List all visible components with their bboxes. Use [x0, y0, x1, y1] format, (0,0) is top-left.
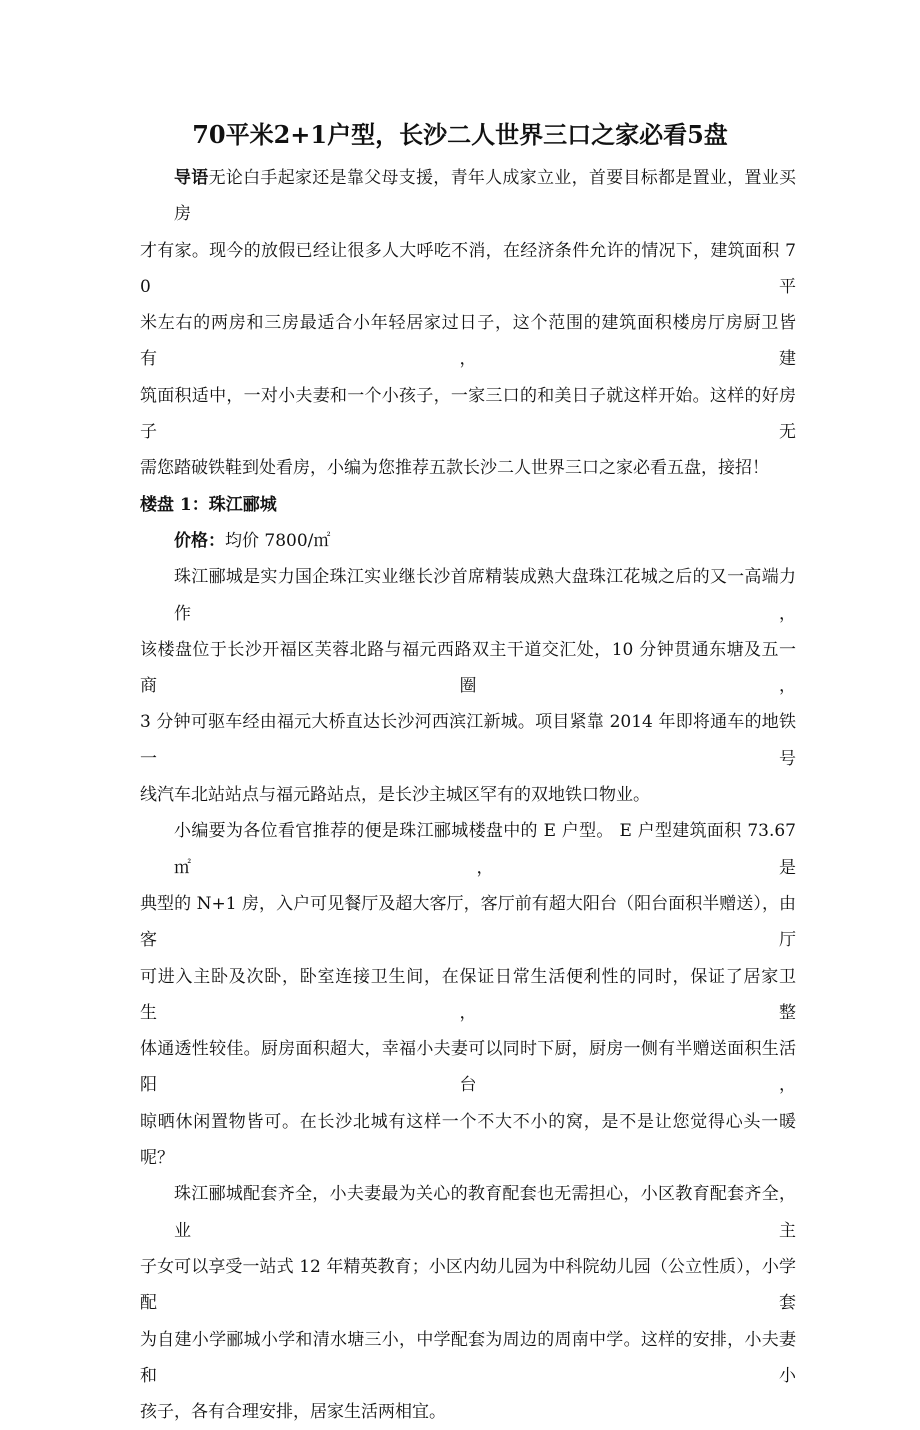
- price-value: 均价 7800/㎡: [225, 530, 331, 551]
- paragraph-line: 子女可以享受一站式 12 年精英教育；小区内幼儿园为中科院幼儿园（公立性质），小学配套: [140, 1256, 796, 1314]
- price-line: [140, 523, 796, 559]
- intro-line: 需您踏破铁鞋到处看房，小编为您推荐五款长沙二人世界三口之家必看五盘，接招！: [140, 458, 769, 479]
- intro-line: 米左右的两房和三房最适合小年轻居家过日子，这个范围的建筑面积楼房厅房厨卫皆有，建: [140, 313, 796, 370]
- paragraph-line: 3 分钟可驱车经由福元大桥直达长沙河西滨江新城。项目紧靠 2014 年即将通车的地铁一号: [140, 712, 796, 769]
- intro-line: 筑面积适中，一对小夫妻和一个小孩子，一家三口的和美日子就这样开始。这样的好房子无: [140, 385, 796, 443]
- paragraph-line: 孩子，各有合理安排，居家生活两相宜。: [140, 1402, 446, 1423]
- paragraph-line: 珠江郦城是实力国企珠江实业继长沙首席精装成熟大盘珠江花城之后的又一高端力作，: [174, 567, 796, 624]
- paragraph-line: 为自建小学郦城小学和清水塘三小，中学配套为周边的周南中学。这样的安排，小夫妻和小: [140, 1329, 796, 1386]
- document-title: 70平米2+1户型，长沙二人世界三口之家必看5盘: [192, 120, 728, 149]
- intro-line: 才有家。现今的放假已经让很多人大呼吃不消，在经济条件允许的情况下，建筑面积 70 平: [140, 240, 796, 297]
- paragraph-line: 典型的 N+1 房，入户可见餐厅及超大客厅，客厅前有超大阳台（阳台面积半赠送），由客厅: [140, 893, 796, 951]
- paragraph-line: 体通透性较佳。厨房面积超大，幸福小夫妻可以同时下厨，厨房一侧有半赠送面积生活阳台，: [140, 1039, 796, 1096]
- section-heading: 楼盘 1：珠江郦城: [140, 494, 277, 515]
- document-body: [140, 160, 796, 1430]
- paragraph-line: 珠江郦城配套齐全，小夫妻最为关心的教育配套也无需担心，小区教育配套齐全，业主: [174, 1184, 796, 1241]
- intro-line: 导语无论白手起家还是靠父母支援，青年人成家立业，首要目标都是置业，置业买房: [174, 168, 797, 225]
- intro-label: 导语: [174, 168, 209, 188]
- paragraph-line: 小编要为各位看官推荐的便是珠江郦城楼盘中的 E 户型。 E 户型建筑面积 73.67㎡，是: [174, 821, 796, 878]
- paragraph-line: 该楼盘位于长沙开福区芙蓉北路与福元西路双主干道交汇处，10 分钟贯通东塘及五一商圈，: [140, 639, 796, 697]
- price-label: 价格：: [174, 530, 225, 551]
- paragraph-line: 晾晒休闲置物皆可。在长沙北城有这样一个不大不小的窝，是不是让您觉得心头一暖呢？: [140, 1111, 796, 1169]
- paragraph-line: 线汽车北站站点与福元路站点，是长沙主城区罕有的双地铁口物业。: [140, 785, 650, 806]
- paragraph-line: 可进入主卧及次卧，卧室连接卫生间，在保证日常生活便利性的同时，保证了居家卫生，整: [140, 966, 796, 1023]
